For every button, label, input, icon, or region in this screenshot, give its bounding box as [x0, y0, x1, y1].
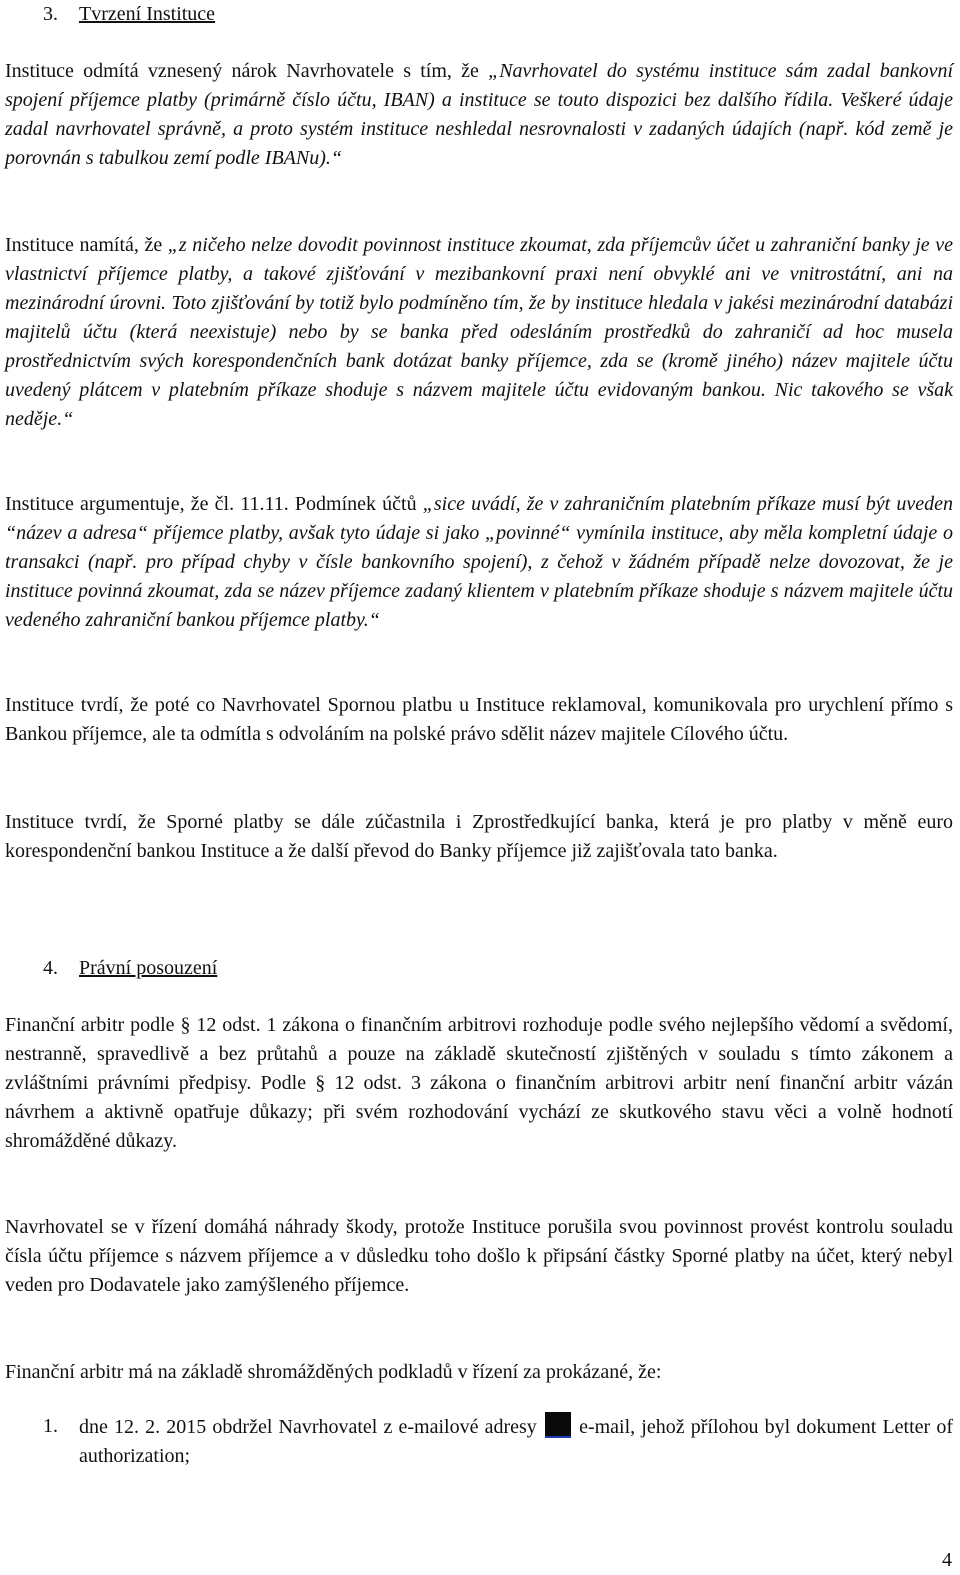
section-title: Právní posouzení: [79, 957, 218, 979]
paragraph-institution-rejects: [5, 57, 953, 173]
paragraph-institution-claims-1: Instituce tvrdí, že poté co Navrhovatel Spornou platbu u Instituce reklamoval, komunikovala pro urychlení přímo s Bankou příjemce, ale ta odmítla s odvoláním na polské právo sdělit název majitele Cílového účtu.: [5, 694, 953, 745]
quoted-text: „sice uvádí, že v zahraničním platebním příkaze musí být uveden “název a adresa“ příjemce platby, avšak tyto údaje si jako „povinné“ vymínila instituce, aby měla kompletní údaje o transakci (např. pro případ chyby v čísle bankovního spojení), z čehož v žádném případě nelze dovozovat, že je instituce povinná zkoumat, zda se název příjemce zadaný klientem v platebním příkaze shoduje s názvem majitele účtu vedeného zahraniční bankou příjemce platby.“: [5, 493, 954, 631]
paragraph-institution-argues: [5, 490, 953, 635]
paragraph-text: Instituce argumentuje, že čl. 11.11. Podmínek účtů: [5, 493, 423, 515]
list-item-text-part: e-mail, jehož přílohou byl dokument Letter of authorization;: [79, 1416, 953, 1467]
section-heading-3: [43, 0, 215, 29]
paragraph-claim: Navrhovatel se v řízení domáhá náhrady škody, protože Instituce porušila svou povinnost provést kontrolu souladu čísla účtu příjemce s názvem příjemce a v důsledku toho došlo k připsání částky Sporné platby na účet, který nebyl veden pro Dodavatele jako zamýšleného příjemce.: [5, 1216, 953, 1296]
section-number: 3.: [43, 3, 58, 25]
section-title: Tvrzení Instituce: [79, 3, 216, 25]
list-item-number: 1.: [43, 1415, 58, 1437]
section-number: 4.: [43, 957, 58, 979]
list-item-text: [79, 1412, 953, 1471]
paragraph-findings-intro: Finanční arbitr má na základě shromážděných podkladů v řízení za prokázané, že:: [5, 1361, 662, 1383]
paragraph-text: Instituce namítá, že: [5, 234, 168, 256]
paragraph-institution-claims-2: Instituce tvrdí, že Sporné platby se dále zúčastnila i Zprostředkující banka, která je pro platby v měně euro korespondenční bankou Instituce a že další převod do Banky příjemce již zajišťovala tato banka.: [5, 811, 953, 862]
paragraph-legal-basis: Finanční arbitr podle § 12 odst. 1 zákona o finančním arbitrovi rozhoduje podle svého nejlepšího vědomí a svědomí, nestranně, spravedlivě a bez průtahů a pouze na základě skutečností zjištěných v souladu s tímto zákonem a zvláštními právními předpisy. Podle § 12 odst. 3 zákona o finančním arbitrovi arbitr není finanční arbitr vázán návrhem a aktivně opatřuje důkazy; při svém rozhodování vychází ze skutkového stavu věci a volně hodnotí shromážděné důkazy.: [5, 1014, 953, 1152]
redaction-box: [545, 1412, 571, 1438]
paragraph-text: Instituce odmítá vznesený nárok Navrhovatele s tím, že: [5, 60, 489, 82]
quoted-text: „Navrhovatel do systému instituce sám zadal bankovní spojení příjemce platby (primárně číslo účtu, IBAN) a instituce se touto dispozici bez dalšího řídila. Veškeré údaje zadal navrhovatel správně, a proto systém instituce neshledal nesrovnalosti v zadaných údajích (např. kód země je porovnán s tabulkou zemí podle IBANu).“: [5, 60, 954, 169]
page-number: 4: [942, 1549, 952, 1571]
list-item-text-part: dne 12. 2. 2015 obdržel Navrhovatel z e-mailové adresy: [79, 1416, 543, 1438]
section-heading-4: [43, 954, 217, 983]
quoted-text: „z ničeho nelze dovodit povinnost instituce zkoumat, zda příjemcův účet u zahraniční banky je ve vlastnictví příjemce platby, a takové zjišťování v mezibankovní praxi není obvyklé ani ve vnitrostátní, ani na mezinárodní úrovni. Toto zjišťování by totiž bylo podmíněno tím, že by instituce hledala v jakési mezinárodní databázi majitelů účtu (která neexistuje) nebo by se banka před odesláním prostředků do zahraničí ad hoc musela prostřednictvím svých korespondenčních bank dotázat banky příjemce, zda se (kromě jiného) název majitele účtu uvedený plátcem v platebním příkaze shoduje s názvem majitele účtu evidovaným bankou. Nic takového se však neděje.“: [5, 234, 954, 430]
paragraph-institution-objects: [5, 231, 953, 434]
